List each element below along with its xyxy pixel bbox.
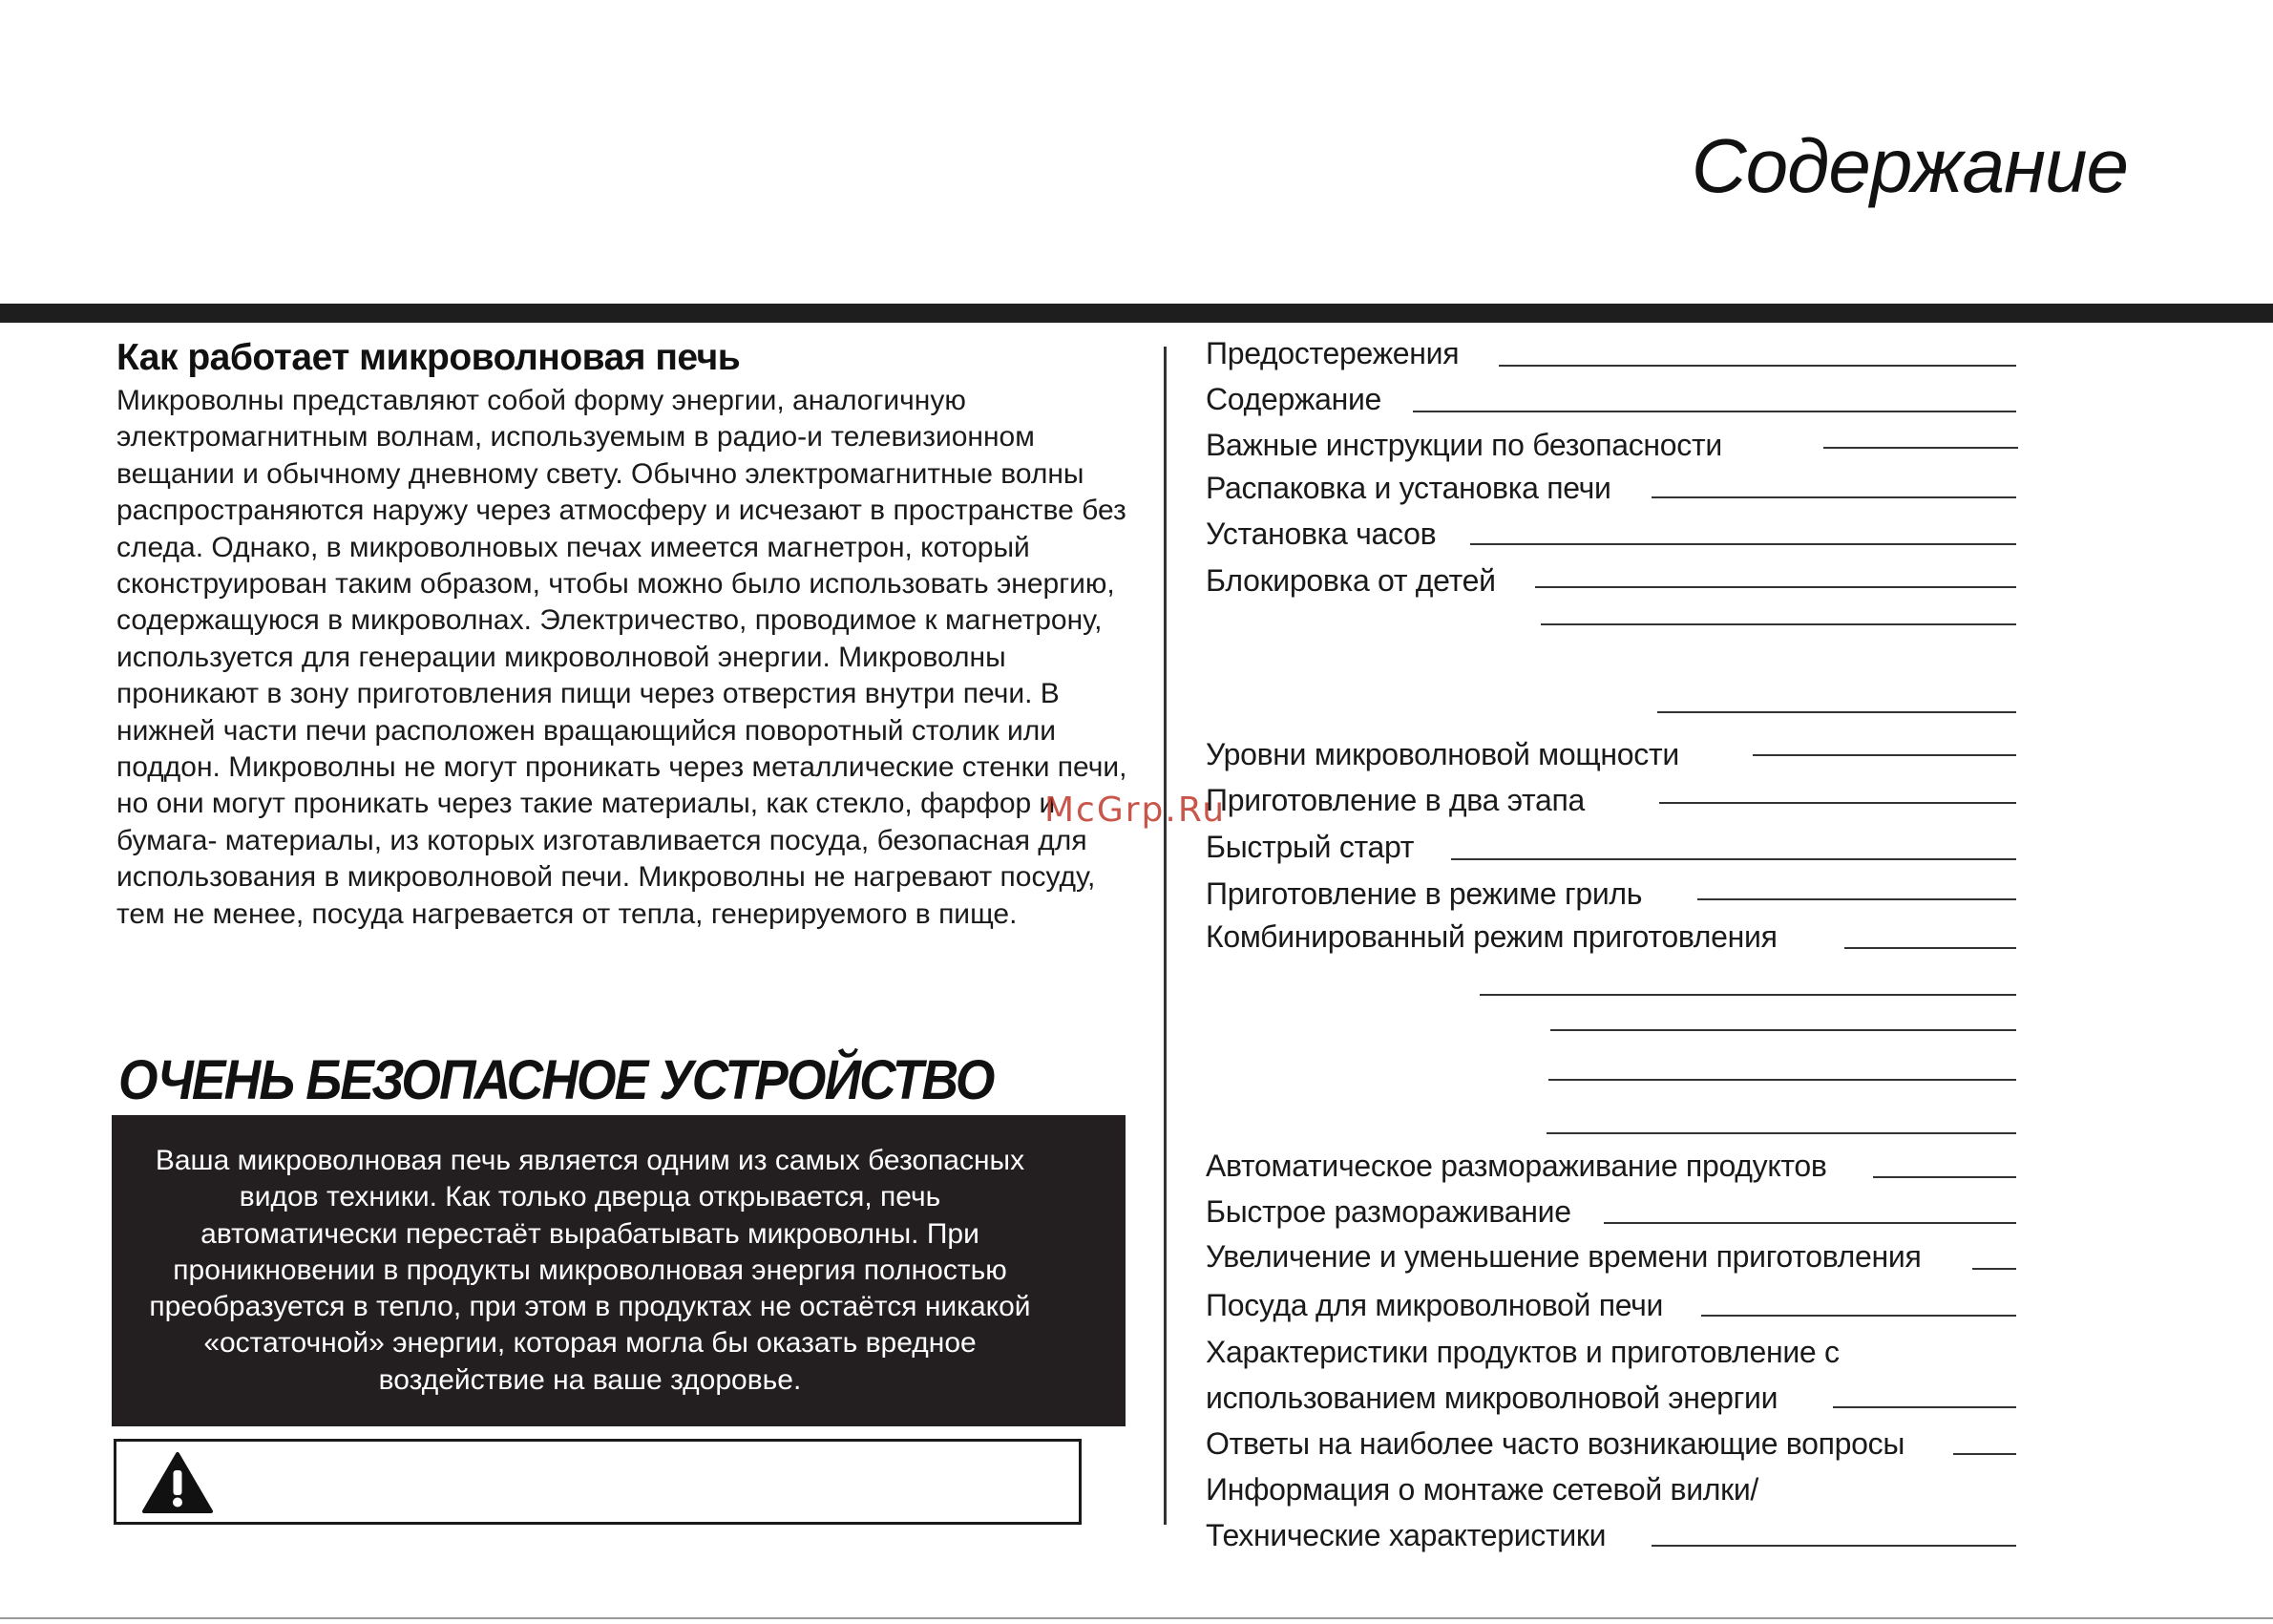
toc-item[interactable]: Содержание (1206, 382, 1382, 416)
toc-leader-line (1550, 1029, 2016, 1031)
page-title: Содержание (1691, 123, 2128, 208)
toc-item[interactable]: Увеличение и уменьшение времени приготовления (1206, 1239, 1922, 1274)
toc-item[interactable]: Установка часов (1206, 517, 1437, 551)
toc-leader-line (1953, 1453, 2016, 1455)
toc-leader-line (1697, 898, 2016, 900)
toc-item[interactable]: Уровни микроволновой мощности (1206, 737, 1679, 771)
toc-leader-line (1413, 411, 2016, 412)
toc-item[interactable]: Характеристики продуктов и приготовление с (1206, 1335, 1840, 1369)
toc-leader-line (1873, 1176, 2016, 1178)
toc-leader-line (1541, 623, 2016, 625)
toc-leader-line (1535, 586, 2016, 588)
toc-item[interactable]: Предостережения (1206, 336, 1460, 370)
watermark: McGrp.Ru (1044, 791, 1227, 830)
warning-triangle-icon (141, 1451, 214, 1514)
toc-item[interactable]: Приготовление в два этапа (1206, 783, 1586, 817)
toc-leader-line (1547, 1132, 2016, 1134)
toc-item[interactable]: Комбинированный режим приготовления (1206, 919, 1778, 954)
toc-item[interactable]: Посуда для микроволновой печи (1206, 1288, 1664, 1322)
toc-item[interactable]: Приготовление в режиме гриль (1206, 876, 1643, 911)
warning-box (114, 1439, 1082, 1525)
left-column (116, 329, 1128, 933)
toc-leader-line (1604, 1222, 2016, 1224)
toc-item[interactable]: Блокировка от детей (1206, 563, 1496, 598)
toc-leader-line (1499, 365, 2016, 367)
toc-leader-line (1657, 711, 2016, 713)
how-it-works-heading: Как работает микроволновая печь (116, 337, 741, 378)
toc-item[interactable]: использованием микроволновой энергии (1206, 1381, 1778, 1415)
toc-leader-line (1548, 1079, 2016, 1081)
toc-leader-line (1451, 858, 2016, 860)
toc-leader-line (1753, 754, 2016, 756)
toc-leader-line (1652, 496, 2016, 498)
toc-item[interactable]: Технические характеристики (1206, 1518, 1607, 1552)
toc-leader-line (1470, 543, 2016, 545)
how-it-works-text: Микроволны представляют собой форму энергии, аналогичную электромагнитным волнам, используемым в радио-и телевизионном вещании и обычному дневному свету. Обычно электромагнитные волны распространяются наружу через атмосферу и исчезают в пространстве без следа. Однако, в микроволновых печах имеется магнетрон, который сконструирован таким образом, чтобы можно было использовать энергию, содержащуюся в микроволнах. Электричество, проводимое к магнетрону, используется для генерации микроволновой энергии. Микроволны проникают в зону приготовления пищи через отверстия внутри печи. В нижней части печи расположен вращающийся поворотный столик или поддон. Микроволны не могут проникать через металлические стенки печи, но они могут проникать через такие материалы, как стекло, фарфор и бумага- материалы, из которых изготавливается посуда, безопасная для использования в микроволновой печи. Микроволны не нагревают посуду, тем не менее, посуда нагревается от тепла, генерируемого в пище. (116, 385, 1127, 930)
toc-leader-line (1659, 802, 2016, 804)
bottom-rule (0, 1617, 2273, 1619)
safe-device-text: Ваша микроволновая печь является одним из самых безопасных видов техники. Как только дверца открывается, печь автоматически перестаёт вырабатывать микроволны. При проникновении в продукты микроволновая энергия полностью преобразуется в тепло, при этом в продуктах не остаётся никакой «остаточной» энергии, которая могла бы оказать вредное воздействие на ваше здоровье. (149, 1145, 1031, 1396)
toc-item[interactable]: Важные инструкции по безопасности (1206, 428, 1722, 462)
toc-leader-line (1652, 1545, 2016, 1547)
toc-leader-line (1823, 447, 2018, 449)
toc-item[interactable]: Быстрое размораживание (1206, 1194, 1571, 1229)
safe-device-heading: ОЧЕНЬ БЕЗОПАСНОЕ УСТРОЙСТВО (118, 1049, 994, 1111)
toc-item[interactable]: Информация о монтаже сетевой вилки/ (1206, 1472, 1759, 1507)
header-bar (0, 304, 2273, 323)
toc-leader-line (1480, 994, 2016, 996)
column-divider (1164, 347, 1167, 1525)
safe-device-box (112, 1115, 1126, 1426)
toc-leader-line (1844, 947, 2016, 949)
toc-item[interactable]: Распаковка и установка печи (1206, 471, 1611, 505)
toc-leader-line (1972, 1268, 2016, 1270)
toc-item[interactable]: Быстрый старт (1206, 830, 1415, 864)
toc-leader-line (1833, 1406, 2016, 1408)
toc-item[interactable]: Автоматическое размораживание продуктов (1206, 1149, 1827, 1183)
toc-leader-line (1701, 1315, 2016, 1317)
toc-item[interactable]: Ответы на наиболее часто возникающие вопросы (1206, 1426, 1905, 1461)
